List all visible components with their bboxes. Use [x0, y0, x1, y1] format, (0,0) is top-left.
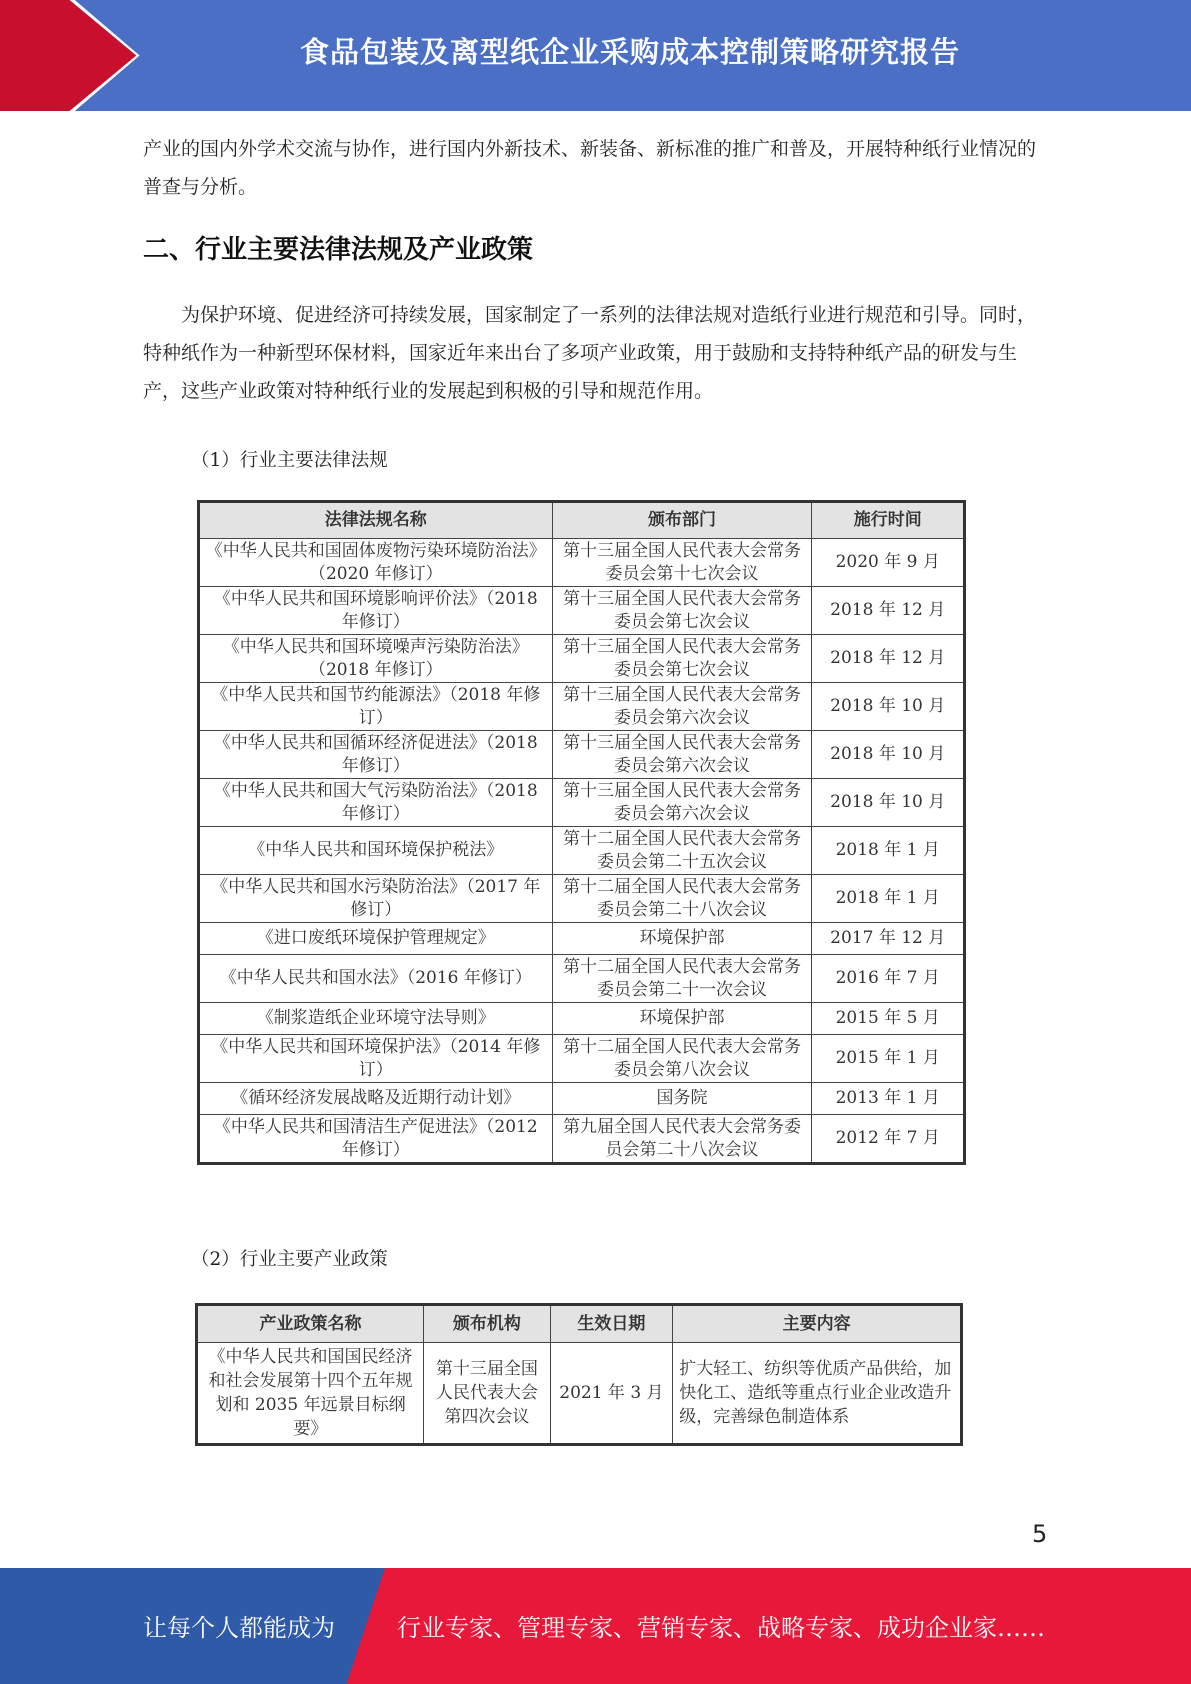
header-chevron-red	[0, 0, 145, 111]
law-table-header-row	[199, 502, 965, 539]
table-row	[199, 779, 965, 827]
law-date-cell: 2018 年 1 月	[812, 875, 965, 923]
law-table-subheading: （1）行业主要法律法规	[191, 450, 388, 471]
law-dept-cell: 第十二届全国人民代表大会常务委员会第二十八次会议	[552, 875, 812, 923]
page-header	[0, 0, 1191, 111]
law-name-cell: 《循环经济发展战略及近期行动计划》	[199, 1083, 553, 1115]
table-row	[199, 635, 965, 683]
law-date-cell: 2018 年 10 月	[812, 779, 965, 827]
table-row	[199, 1035, 965, 1083]
law-name-cell: 《中华人民共和国水污染防治法》（2017 年修订）	[199, 875, 553, 923]
table-row	[199, 683, 965, 731]
law-date-cell: 2018 年 10 月	[812, 683, 965, 731]
policy-table-subheading: （2）行业主要产业政策	[191, 1249, 388, 1270]
law-header-dept: 颁布部门	[552, 502, 812, 539]
law-dept-cell: 第十三届全国人民代表大会常务委员会第十七次会议	[552, 539, 812, 587]
law-dept-cell: 环境保护部	[552, 923, 812, 955]
law-dept-cell: 第十二届全国人民代表大会常务委员会第八次会议	[552, 1035, 812, 1083]
law-name-cell: 《中华人民共和国环境保护法》（2014 年修订）	[199, 1035, 553, 1083]
policy-header-agency: 颁布机构	[424, 1305, 550, 1343]
policy-content-cell: 扩大轻工、纺织等优质产品供给，加快化工、造纸等重点行业企业改造升级，完善绿色制造体系	[673, 1343, 962, 1445]
law-name-cell: 《中华人民共和国循环经济促进法》（2018 年修订）	[199, 731, 553, 779]
table-row	[199, 731, 965, 779]
table-row	[199, 1115, 965, 1164]
law-name-cell: 《中华人民共和国节约能源法》（2018 年修订）	[199, 683, 553, 731]
page-number: 5	[1032, 1520, 1048, 1548]
law-dept-cell: 第十二届全国人民代表大会常务委员会第二十五次会议	[552, 827, 812, 875]
report-title: 食品包装及离型纸企业采购成本控制策略研究报告	[299, 35, 960, 69]
table-row	[199, 955, 965, 1003]
law-dept-cell: 第十三届全国人民代表大会常务委员会第六次会议	[552, 779, 812, 827]
law-name-cell: 《中华人民共和国固体废物污染环境防治法》（2020 年修订）	[199, 539, 553, 587]
law-date-cell: 2013 年 1 月	[812, 1083, 965, 1115]
law-date-cell: 2017 年 12 月	[812, 923, 965, 955]
page-footer	[0, 1568, 1191, 1684]
law-header-name: 法律法规名称	[199, 502, 553, 539]
law-date-cell: 2018 年 12 月	[812, 635, 965, 683]
footer-slogan-right: 行业专家、管理专家、营销专家、战略专家、成功企业家……	[397, 1614, 1045, 1642]
policy-date-cell: 2021 年 3 月	[550, 1343, 673, 1445]
law-dept-cell: 第十三届全国人民代表大会常务委员会第六次会议	[552, 731, 812, 779]
table-row	[199, 923, 965, 955]
law-date-cell: 2018 年 12 月	[812, 587, 965, 635]
table-row	[199, 539, 965, 587]
law-name-cell: 《中华人民共和国大气污染防治法》（2018 年修订）	[199, 779, 553, 827]
law-date-cell: 2015 年 5 月	[812, 1003, 965, 1035]
law-name-cell: 《中华人民共和国环境影响评价法》（2018 年修订）	[199, 587, 553, 635]
law-date-cell: 2020 年 9 月	[812, 539, 965, 587]
table-row	[197, 1343, 962, 1445]
law-dept-cell: 第十三届全国人民代表大会常务委员会第七次会议	[552, 587, 812, 635]
law-header-date: 施行时间	[812, 502, 965, 539]
law-dept-cell: 第十三届全国人民代表大会常务委员会第六次会议	[552, 683, 812, 731]
policy-header-name: 产业政策名称	[197, 1305, 424, 1343]
law-name-cell: 《中华人民共和国环境噪声污染防治法》（2018 年修订）	[199, 635, 553, 683]
intro-paragraph: 产业的国内外学术交流与协作，进行国内外新技术、新装备、新标准的推广和普及，开展特种纸行业情况的普查与分析。	[143, 138, 1037, 198]
law-dept-cell: 环境保护部	[552, 1003, 812, 1035]
table-row	[199, 587, 965, 635]
law-date-cell: 2015 年 1 月	[812, 1035, 965, 1083]
law-name-cell: 《进口废纸环境保护管理规定》	[199, 923, 553, 955]
law-date-cell: 2016 年 7 月	[812, 955, 965, 1003]
footer-slogan-left: 让每个人都能成为	[143, 1614, 335, 1642]
policy-header-content: 主要内容	[673, 1305, 962, 1343]
law-table	[197, 500, 966, 1165]
table-row	[199, 1003, 965, 1035]
table-row	[199, 875, 965, 923]
law-name-cell: 《中华人民共和国水法》（2016 年修订）	[199, 955, 553, 1003]
law-dept-cell: 第十二届全国人民代表大会常务委员会第二十一次会议	[552, 955, 812, 1003]
table-row	[199, 827, 965, 875]
policy-table-header-row	[197, 1305, 962, 1343]
table-row	[199, 1083, 965, 1115]
law-date-cell: 2012 年 7 月	[812, 1115, 965, 1164]
law-dept-cell: 国务院	[552, 1083, 812, 1115]
law-dept-cell: 第十三届全国人民代表大会常务委员会第七次会议	[552, 635, 812, 683]
section-heading: 二、行业主要法律法规及产业政策	[143, 235, 534, 265]
page-content	[143, 130, 1048, 472]
section-paragraph: 为保护环境、促进经济可持续发展，国家制定了一系列的法律法规对造纸行业进行规范和引导。同时，特种纸作为一种新型环保材料，国家近年来出台了多项产业政策，用于鼓励和支持特种纸产品的研发与生产，这些产业政策对特种纸行业的发展起到积极的引导和规范作用。	[143, 304, 1037, 402]
policy-name-cell: 《中华人民共和国国民经济和社会发展第十四个五年规划和 2035 年远景目标纲要》	[197, 1343, 424, 1445]
policy-header-date: 生效日期	[550, 1305, 673, 1343]
law-date-cell: 2018 年 1 月	[812, 827, 965, 875]
law-name-cell: 《制浆造纸企业环境守法导则》	[199, 1003, 553, 1035]
law-name-cell: 《中华人民共和国清洁生产促进法》（2012 年修订）	[199, 1115, 553, 1164]
law-date-cell: 2018 年 10 月	[812, 731, 965, 779]
law-dept-cell: 第九届全国人民代表大会常务委员会第二十八次会议	[552, 1115, 812, 1164]
law-name-cell: 《中华人民共和国环境保护税法》	[199, 827, 553, 875]
policy-agency-cell: 第十三届全国人民代表大会第四次会议	[424, 1343, 550, 1445]
policy-table	[195, 1303, 963, 1446]
